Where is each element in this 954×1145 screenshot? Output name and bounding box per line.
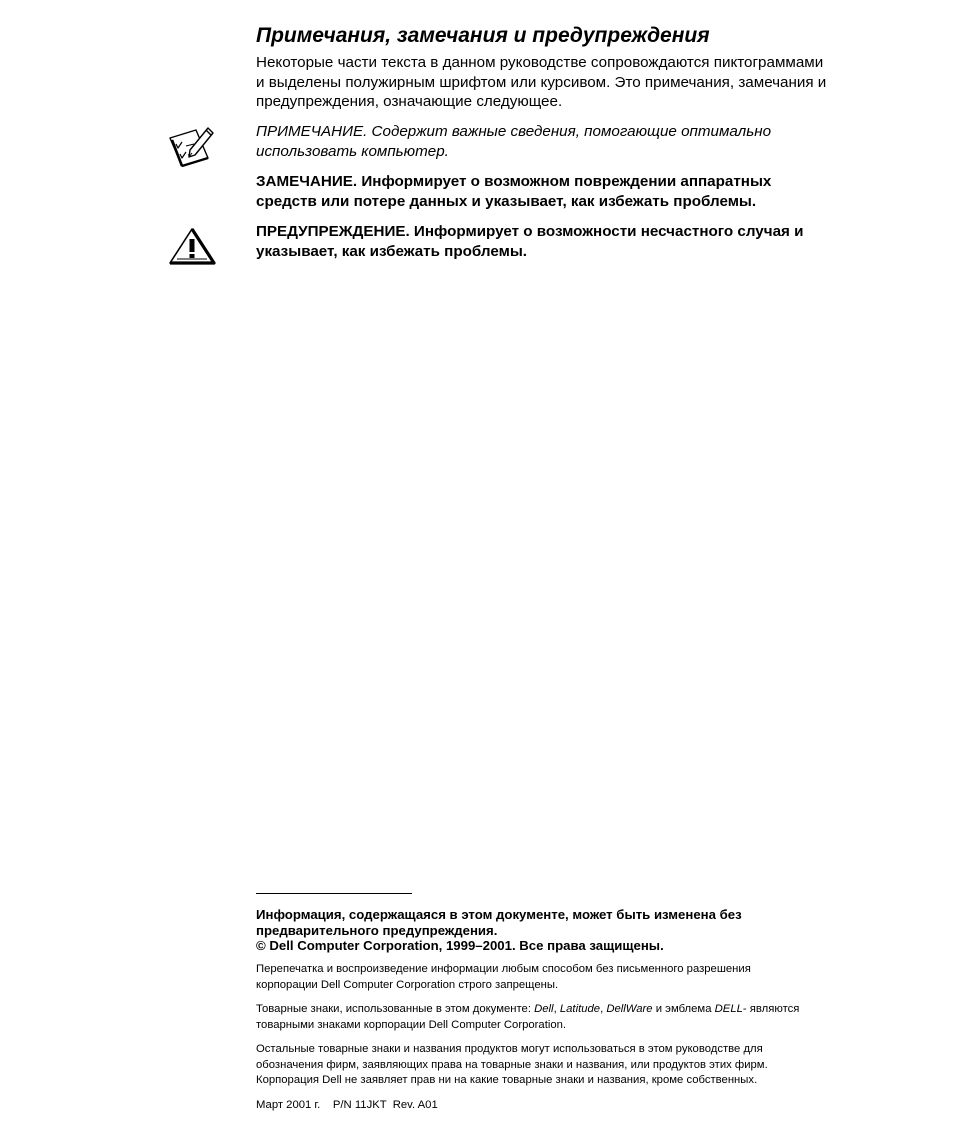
section-heading: Примечания, замечания и предупреждения bbox=[256, 24, 710, 47]
other-line: Остальные товарные знаки и названия продуктов могут использоваться в этом руководстве для bbox=[256, 1043, 763, 1055]
other-line: обозначения фирм, заявляющих права на товарные знаки и названия, или продуктов этих фирм. bbox=[256, 1058, 768, 1071]
notice-line: ЗАМЕЧАНИЕ. Информирует о возможном повреждении аппаратных bbox=[256, 173, 772, 190]
intro-line: предупреждения, означающие следующее. bbox=[256, 93, 563, 110]
copyright-line: © Dell Computer Corporation, 1999–2001. Все права защищены. bbox=[256, 938, 664, 953]
warning-triangle-icon bbox=[167, 226, 217, 266]
notice-line: средств или потере данных и указывает, как избежать проблемы. bbox=[256, 193, 757, 210]
trademarks-line: товарными знаками корпорации Dell Computer Corporation. bbox=[256, 1018, 567, 1031]
note-line: ПРИМЕЧАНИЕ. Содержит важные сведения, помогающие оптимально bbox=[256, 123, 772, 140]
trademark-dell-logo: DELL bbox=[714, 1003, 743, 1015]
footnote-divider bbox=[256, 893, 412, 894]
reprint-notice bbox=[256, 962, 751, 993]
publication-info: Март 2001 г. P/N 11JKT Rev. A01 bbox=[256, 1099, 438, 1111]
reprint-line: Перепечатка и воспроизведение информации любым способом без письменного разрешения bbox=[256, 963, 751, 975]
warning-line: указывает, как избежать проблемы. bbox=[256, 243, 528, 260]
intro-line: и выделены полужирным шрифтом или курсивом. Это примечания, замечания и bbox=[256, 73, 827, 91]
trademarks-mid: и эмблема bbox=[652, 1003, 715, 1015]
legal-notice bbox=[256, 907, 742, 954]
trademark-dellware: DellWare bbox=[606, 1003, 653, 1015]
intro-line: Некоторые части текста в данном руководстве сопровождаются пиктограммами bbox=[256, 54, 824, 71]
trademark-dell: Dell bbox=[534, 1003, 554, 1015]
note-line: использовать компьютер. bbox=[256, 143, 449, 160]
note-pencil-icon bbox=[168, 124, 216, 168]
other-trademarks-notice bbox=[256, 1042, 768, 1089]
separator: , bbox=[600, 1003, 607, 1015]
warning-text bbox=[256, 222, 803, 262]
notice-text bbox=[256, 172, 771, 212]
other-line: Корпорация Dell не заявляет прав ни на какие товарные знаки и названия, кроме собственных. bbox=[256, 1074, 758, 1087]
trademark-latitude: Latitude bbox=[559, 1003, 601, 1015]
warning-line: ПРЕДУПРЕЖДЕНИЕ. Информирует о возможности несчастного случая и bbox=[256, 223, 804, 240]
note-text bbox=[256, 122, 771, 162]
trademarks-prefix: Товарные знаки, использованные в этом документе: bbox=[256, 1003, 535, 1015]
separator: , bbox=[553, 1003, 560, 1015]
trademarks-notice bbox=[256, 1002, 799, 1033]
trademarks-suffix: - являются bbox=[742, 1003, 800, 1015]
intro-paragraph bbox=[256, 53, 866, 112]
legal-line: предварительного предупреждения. bbox=[256, 922, 498, 938]
reprint-line: корпорации Dell Computer Corporation строго запрещены. bbox=[256, 978, 559, 991]
legal-line: Информация, содержащаяся в этом документе, может быть изменена без bbox=[256, 907, 742, 922]
trademarks-line bbox=[256, 1002, 799, 1018]
